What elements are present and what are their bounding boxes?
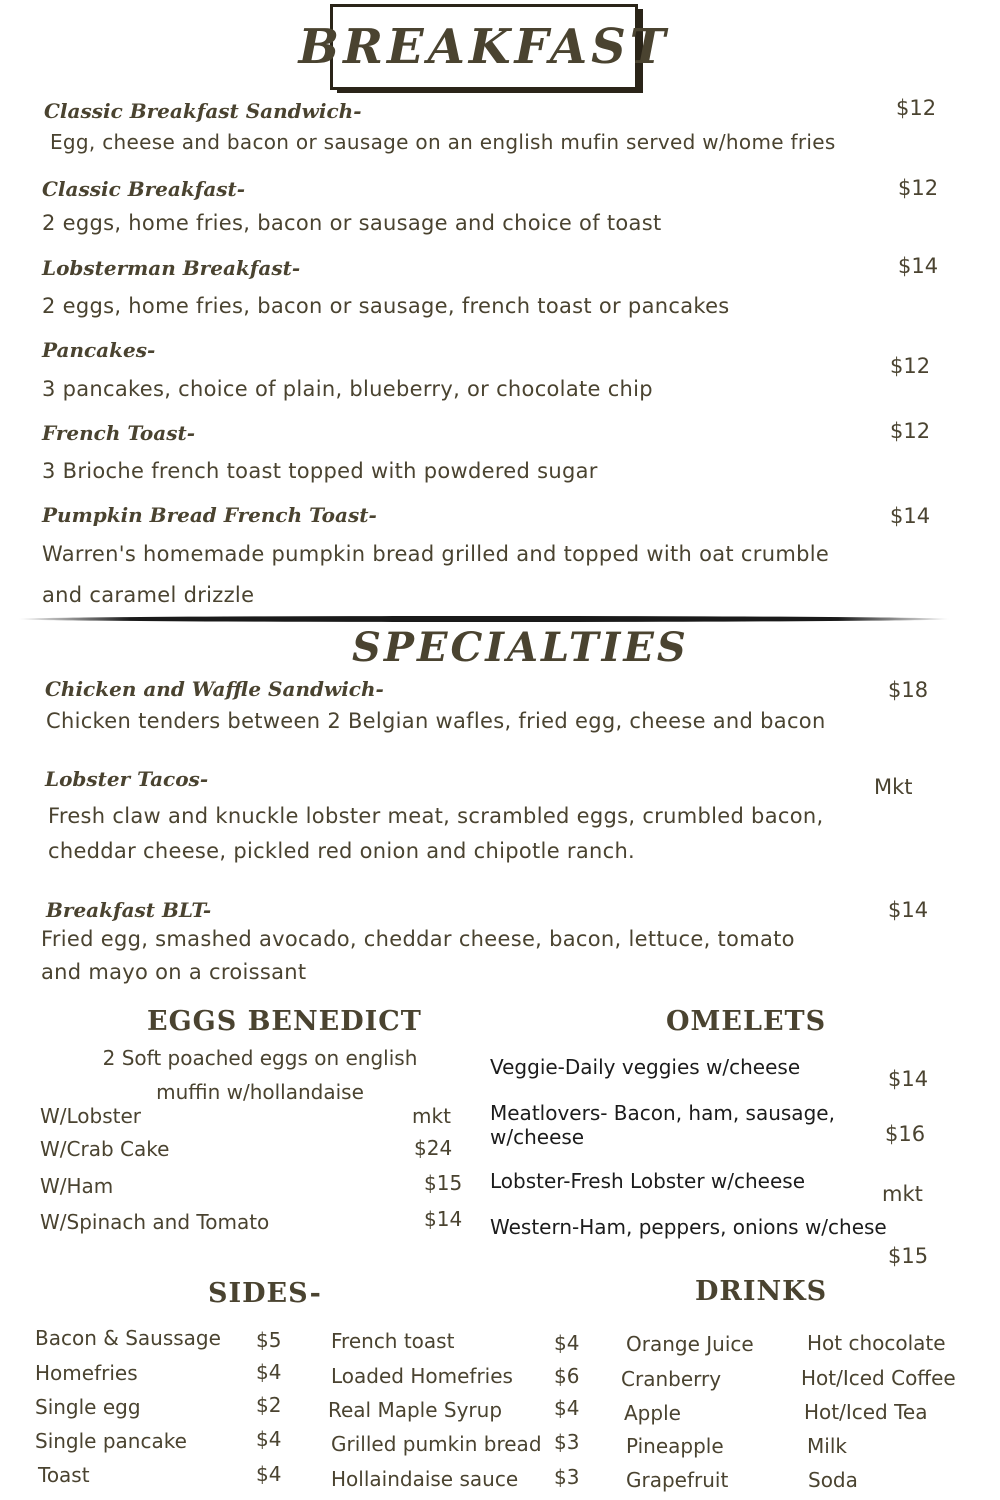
- menu-item-desc: 3 Brioche french toast topped with powdered sugar: [42, 459, 598, 483]
- menu-item-price: $12: [890, 419, 931, 443]
- side-item-price: $4: [554, 1396, 580, 1420]
- sides-title: SIDES-: [208, 1278, 322, 1309]
- side-item-name: French toast: [331, 1329, 455, 1353]
- menu-item-desc-continued: and mayo on a croissant: [41, 960, 307, 984]
- side-item-price: $5: [256, 1328, 282, 1352]
- side-item-price: $3: [554, 1430, 580, 1454]
- menu-item-name: Lobsterman Breakfast-: [42, 256, 301, 280]
- drinks-title: DRINKS: [695, 1276, 828, 1307]
- menu-item-desc: Chicken tenders between 2 Belgian wafles, fried egg, cheese and bacon: [46, 709, 826, 733]
- omelets-title: OMELETS: [666, 1006, 827, 1037]
- menu-item-price: $12: [898, 176, 939, 200]
- side-item-price: $3: [554, 1465, 580, 1489]
- omelet-item-price: $16: [885, 1122, 926, 1146]
- side-item-name: Grilled pumkin bread: [331, 1432, 542, 1456]
- drink-item: Grapefruit: [626, 1468, 729, 1492]
- menu-item-name: Breakfast BLT-: [46, 898, 212, 922]
- menu-item-desc: 3 pancakes, choice of plain, blueberry, or chocolate chip: [42, 377, 653, 401]
- drink-item: Hot/Iced Coffee: [801, 1366, 956, 1390]
- omelet-item-name: Lobster-Fresh Lobster w/cheese: [490, 1169, 806, 1193]
- menu-item-desc: 2 eggs, home fries, bacon or sausage, french toast or pancakes: [42, 294, 730, 318]
- side-item-name: Hollaindaise sauce: [331, 1467, 519, 1491]
- side-item-price: $4: [256, 1462, 282, 1486]
- menu-item-name: Pumpkin Bread French Toast-: [42, 503, 377, 527]
- menu-item-price: Mkt: [874, 775, 913, 799]
- omelet-item-price: $15: [888, 1244, 929, 1268]
- breakfast-title-box: [298, 4, 670, 90]
- menu-item-desc: Warren's homemade pumpkin bread grilled and topped with oat crumble: [42, 542, 830, 566]
- menu-item-price: $14: [890, 504, 931, 528]
- menu-item-name: Pancakes-: [42, 338, 156, 362]
- benedict-item-name: W/Crab Cake: [40, 1137, 170, 1161]
- drink-item: Pineapple: [626, 1434, 724, 1458]
- omelet-item-name-continued: w/cheese: [490, 1125, 585, 1149]
- menu-item-desc: Fresh claw and knuckle lobster meat, scrambled eggs, crumbled bacon,: [48, 804, 824, 828]
- side-item-name: Homefries: [35, 1361, 138, 1385]
- benedict-desc: 2 Soft poached eggs on english: [102, 1046, 418, 1070]
- benedict-item-price: $15: [424, 1171, 463, 1195]
- side-item-name: Single pancake: [35, 1429, 187, 1453]
- side-item-name: Loaded Homefries: [331, 1364, 513, 1388]
- omelet-item-name: Veggie-Daily veggies w/cheese: [490, 1055, 801, 1079]
- breakfast-title: BREAKFAST: [298, 19, 670, 75]
- menu-item-desc-continued: and caramel drizzle: [42, 583, 255, 607]
- benedict-desc-continued: muffin w/hollandaise: [156, 1080, 364, 1104]
- eggs-benedict-title: EGGS BENEDICT: [147, 1006, 422, 1037]
- menu-item-desc-continued: cheddar cheese, pickled red onion and chipotle ranch.: [48, 839, 636, 863]
- drink-item: Hot/Iced Tea: [804, 1400, 928, 1424]
- benedict-item-price: $24: [414, 1136, 453, 1160]
- omelet-item-name: Western-Ham, peppers, onions w/chese: [490, 1215, 887, 1239]
- menu-item-name: Classic Breakfast-: [42, 177, 246, 201]
- omelet-item-price: mkt: [882, 1182, 923, 1206]
- menu-item-desc: Egg, cheese and bacon or sausage on an english mufin served w/home fries: [50, 130, 836, 154]
- menu-item-price: $12: [890, 354, 931, 378]
- side-item-name: Single egg: [35, 1395, 141, 1419]
- drink-item: Cranberry: [621, 1367, 722, 1391]
- menu-item-name: Classic Breakfast Sandwich-: [44, 99, 362, 123]
- side-item-name: Bacon & Saussage: [35, 1326, 221, 1350]
- side-item-price: $4: [256, 1427, 282, 1451]
- benedict-item-name: W/Ham: [40, 1174, 114, 1198]
- side-item-name: Real Maple Syrup: [328, 1398, 503, 1422]
- drink-item: Soda: [808, 1468, 858, 1492]
- drink-item: Hot chocolate: [807, 1331, 946, 1355]
- section-divider: [18, 616, 950, 622]
- menu-item-price: $18: [888, 678, 929, 702]
- benedict-item-name: W/Lobster: [40, 1104, 142, 1128]
- side-item-name: Toast: [38, 1463, 90, 1487]
- menu-item-name: French Toast-: [42, 421, 196, 445]
- drink-item: Orange Juice: [626, 1332, 754, 1356]
- side-item-price: $4: [554, 1331, 580, 1355]
- omelet-item-price: $14: [888, 1067, 929, 1091]
- menu-item-price: $14: [888, 898, 929, 922]
- menu-item-name: Chicken and Waffle Sandwich-: [45, 677, 384, 701]
- menu-item-desc: Fried egg, smashed avocado, cheddar cheese, bacon, lettuce, tomato: [41, 927, 795, 951]
- menu-item-desc: 2 eggs, home fries, bacon or sausage and choice of toast: [42, 211, 662, 235]
- side-item-price: $6: [554, 1364, 580, 1388]
- menu-item-name: Lobster Tacos-: [45, 767, 209, 791]
- menu-item-price: $12: [896, 96, 937, 120]
- side-item-price: $2: [256, 1393, 282, 1417]
- benedict-item-name: W/Spinach and Tomato: [40, 1210, 270, 1234]
- benedict-item-price: $14: [424, 1207, 463, 1231]
- menu-item-price: $14: [898, 254, 939, 278]
- side-item-price: $4: [256, 1360, 282, 1384]
- omelet-item-name: Meatlovers- Bacon, ham, sausage,: [490, 1101, 835, 1125]
- drink-item: Apple: [624, 1401, 681, 1425]
- drink-item: Milk: [807, 1434, 847, 1458]
- benedict-item-price: mkt: [412, 1104, 451, 1128]
- specialties-title: SPECIALTIES: [352, 624, 689, 671]
